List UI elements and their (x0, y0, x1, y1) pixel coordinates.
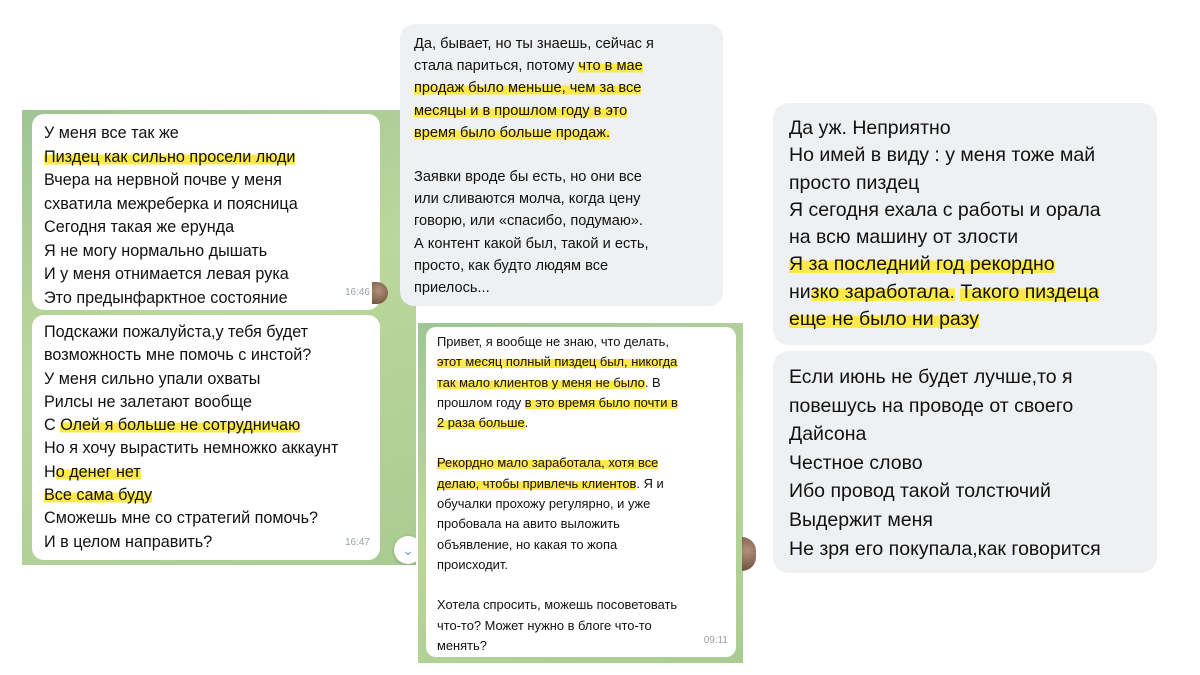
message-text: Вчера на нервной почве у меня (44, 171, 282, 189)
highlighted-text: что в мае (578, 58, 643, 75)
highlighted-text: Пиздец как сильно просели люди (44, 147, 296, 166)
chevron-down-icon: ⌄ (402, 541, 414, 558)
message-text: Рилсы не залетают вообще (44, 392, 253, 411)
message-bubble-1 (32, 114, 380, 310)
highlighted-text: Я за последний год рекордно (789, 253, 1055, 276)
highlighted-text: зко заработала. (810, 280, 955, 303)
message-text: просто пиздец (789, 171, 920, 194)
message-text: приелось... (414, 280, 490, 297)
highlighted-text: делаю, чтобы привлечь клиентов (437, 475, 637, 491)
highlighted-text: Олей я больше не сотрудничаю (60, 416, 301, 435)
message-time: 16:47 (344, 536, 370, 548)
chat-screenshot-middle (418, 323, 743, 663)
message-text: Если июнь не будет лучше,то я (789, 366, 1073, 388)
chat-screenshot-left (22, 110, 416, 565)
message-text: Я не могу нормально дышать (44, 241, 268, 260)
message-text: прошлом году (437, 394, 525, 410)
message-text: или сливаются молча, когда цену (414, 191, 641, 208)
message-text: повешусь на проводе от своего (789, 394, 1074, 417)
message-text: А контент какой был, такой и есть, (414, 235, 649, 252)
message-text: Честное слово (789, 451, 923, 474)
message-text: объявление, но какая то жопа (437, 536, 618, 552)
message-text: Дайсона (789, 423, 867, 446)
message-text: Привет, я вообще не знаю, что делать, (437, 334, 669, 349)
message-text: Выдержит меня (789, 508, 933, 531)
message-text: Это предынфарктное состояние (44, 288, 288, 307)
message-text: Хотела спросить, можешь посоветовать (437, 597, 678, 613)
message-text: Я сегодня ехала с работы и орала (789, 198, 1101, 221)
message-text: Заявки вроде бы есть, но они все (414, 169, 642, 186)
highlighted-text: о денег нет (55, 462, 141, 481)
message-bubble-4 (426, 327, 736, 657)
message-text: Ибо провод такой толстючий (789, 480, 1051, 503)
highlighted-text: Рекордно мало заработала, хотя все (437, 455, 659, 471)
message-text: . Я и (636, 475, 664, 491)
message-text: схватила межреберка и поясница (44, 194, 298, 213)
message-text: Не зря его покупала,как говорится (789, 537, 1101, 560)
message-text: . В (644, 374, 661, 390)
highlighted-text: продаж было меньше, чем за все (414, 80, 642, 97)
message-text: И в целом направить? (44, 532, 213, 551)
message-text: Но я хочу вырастить немножко аккаунт (44, 439, 339, 458)
message-time: 16:46 (344, 286, 370, 298)
message-text: происходит. (437, 556, 508, 572)
message-text: С (44, 416, 61, 435)
scroll-down-button[interactable] (394, 536, 416, 564)
message-text: менять? (437, 637, 487, 653)
message-text: стала париться, потому (414, 58, 579, 75)
avatar (742, 537, 756, 571)
message-bubble-2 (32, 315, 380, 560)
message-bubble-5 (773, 103, 1157, 345)
message-text: Н (44, 462, 56, 481)
message-time: 09:11 (703, 634, 728, 646)
message-text: пробовала на авито выложить (437, 516, 620, 532)
highlighted-text: так мало клиентов у меня не было (437, 374, 645, 390)
message-text: И у меня отнимается левая рука (44, 265, 289, 283)
message-text: на всю машину от злости (789, 226, 1019, 249)
message-bubble-6 (773, 351, 1157, 573)
avatar (372, 282, 388, 304)
message-text: Сможешь мне со стратегий помочь? (44, 509, 319, 528)
highlighted-text: Такого пиздеца (960, 280, 1099, 303)
message-text: просто, как будто людям все (414, 257, 609, 274)
highlighted-text: Все сама буду (44, 486, 153, 505)
highlighted-text: в это время было почти в (524, 394, 678, 410)
highlighted-text: еще не было ни разу (789, 308, 980, 331)
message-text: Но имей в виду : у меня тоже май (789, 144, 1096, 167)
message-text: У меня сильно упали охваты (44, 369, 261, 388)
message-text: что-то? Может нужно в блоге что-то (437, 617, 652, 633)
message-text: Подскажи пожалуйста,у тебя будет (44, 323, 309, 341)
message-bubble-3 (400, 24, 723, 306)
message-text: Да, бывает, но ты знаешь, сейчас я (414, 36, 654, 52)
highlighted-text: месяцы и в прошлом году в это (414, 102, 628, 119)
message-text: Сегодня такая же ерунда (44, 218, 235, 236)
highlighted-text: 2 раза больше (437, 415, 525, 431)
message-text: У меня все так же (44, 124, 179, 142)
message-text: ни (789, 280, 811, 303)
message-text: говорю, или «спасибо, подумаю». (414, 213, 643, 230)
message-text: возможность мне помочь с инстой? (44, 346, 312, 365)
message-text: Да уж. Неприятно (789, 117, 951, 139)
message-text: . (524, 415, 529, 431)
highlighted-text: этот месяц полный пиздец был, никогда (437, 354, 678, 370)
highlighted-text: время было больше продаж. (414, 124, 611, 141)
message-text: обучалки прохожу регулярно, и уже (437, 496, 651, 512)
